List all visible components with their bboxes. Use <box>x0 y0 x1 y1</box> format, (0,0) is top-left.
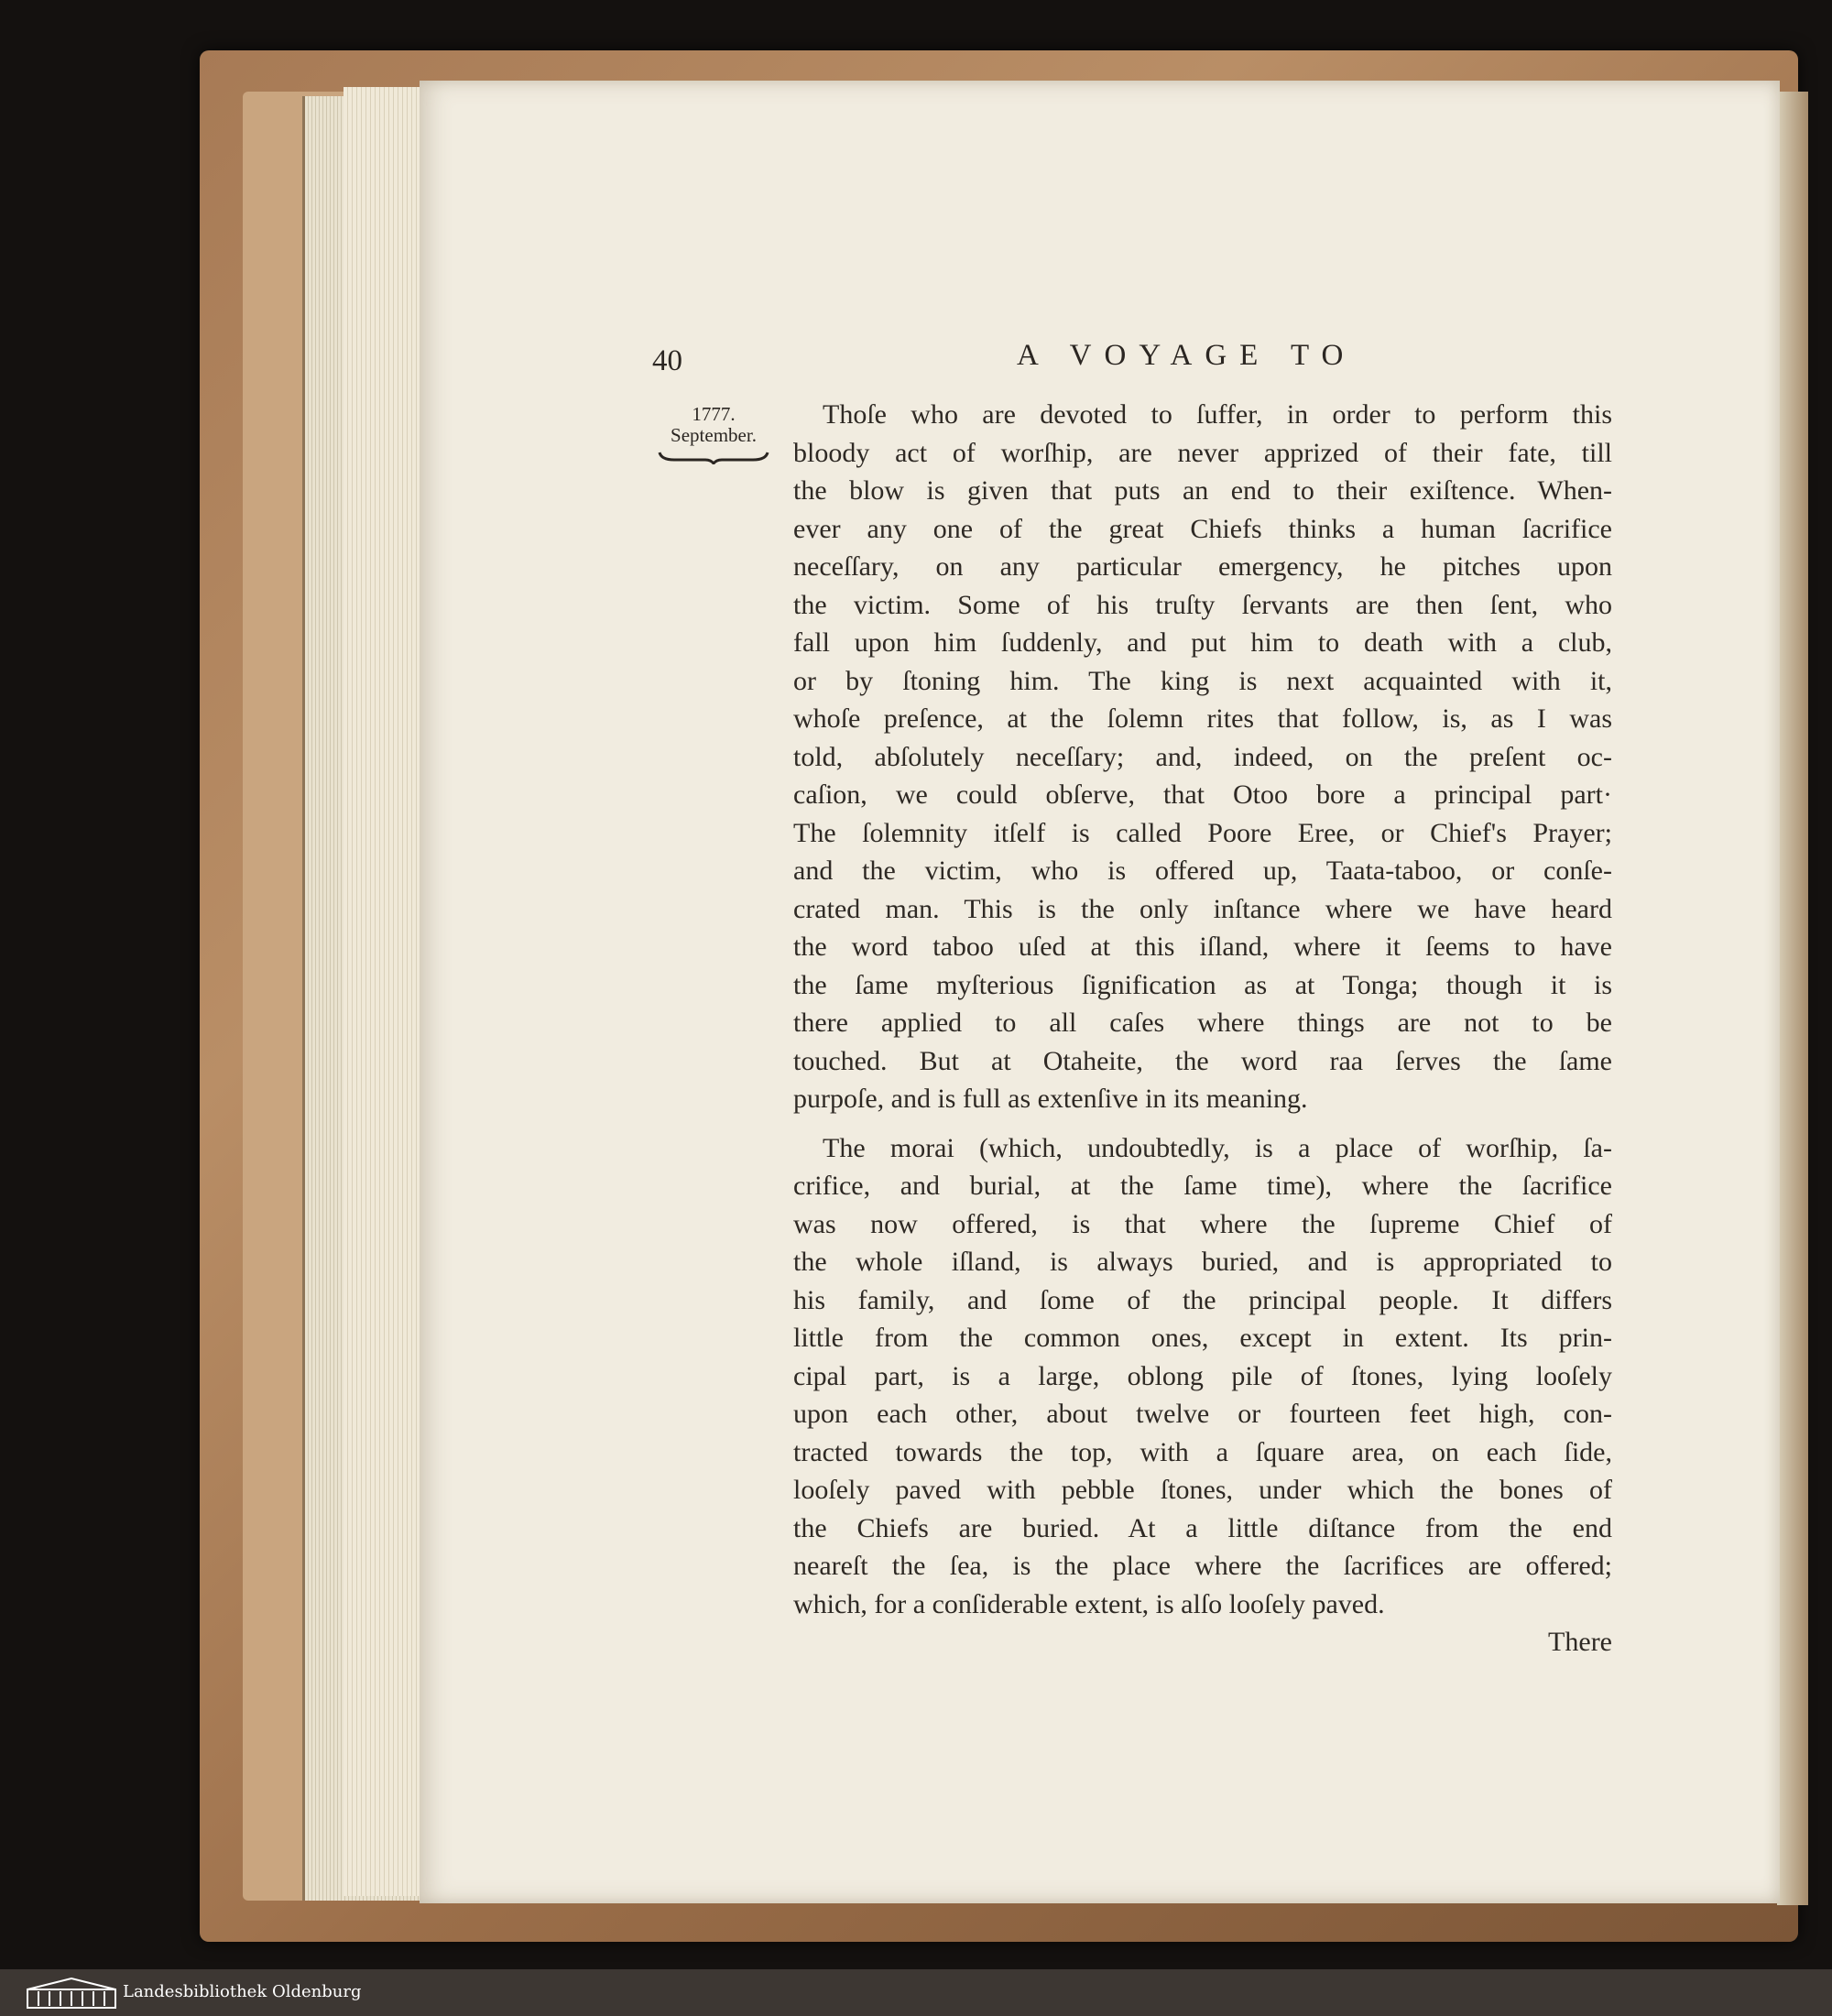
text-line: neareſt the ſea, is the place where the ſacrifices are offered; <box>793 1551 1612 1581</box>
text-line: fall upon him ſuddenly, and put him to death with a club, <box>793 627 1612 658</box>
body-text <box>793 396 1612 1662</box>
text-line: the victim. Some of his truſty ſervants are then ſent, who <box>793 589 1612 620</box>
text-line: The morai (which, undoubtedly, is a place of worſhip, ſa- <box>823 1132 1612 1163</box>
page-edges-inner <box>344 87 426 1896</box>
text-line: little from the common ones, except in extent. Its prin- <box>793 1323 1612 1353</box>
text-line: whoſe preſence, at the ſolemn rites that follow, is, as I was <box>793 703 1612 734</box>
text-line: the blow is given that puts an end to their exiſtence. When- <box>793 475 1612 506</box>
text-line: looſely paved with pebble ſtones, under which the bones of <box>793 1475 1612 1505</box>
text-line: or by ſtoning him. The king is next acquainted with it, <box>793 665 1612 696</box>
text-line: caſion, we could obſerve, that Otoo bore a principal part· <box>793 779 1612 810</box>
right-leaves <box>1777 92 1808 1905</box>
page-number: 40 <box>652 344 682 377</box>
text-line: touched. But at Otaheite, the word raa ſerves the ſame <box>793 1045 1612 1076</box>
text-line: ever any one of the great Chiefs thinks a human ſacrifice <box>793 513 1612 544</box>
paragraph-1 <box>793 396 1612 1118</box>
text-line: neceſſary, on any particular emergency, he pitches upon <box>793 551 1612 582</box>
library-building-icon <box>26 1977 117 2010</box>
text-line: crated man. This is the only inſtance where we have heard <box>793 893 1612 924</box>
running-title: A VOYAGE TO <box>1017 339 1357 372</box>
text-line: the Chiefs are buried. At a little diſtance from the end <box>793 1512 1612 1543</box>
text-line: upon each other, about twelve or fourteen feet high, con- <box>793 1399 1612 1429</box>
library-name: Landesbibliothek Oldenburg <box>123 1982 362 2001</box>
text-line: tracted towards the top, with a ſquare area, on each ſide, <box>793 1436 1612 1467</box>
text-line: the word taboo uſed at this iſland, where it ſeems to have <box>793 932 1612 962</box>
brace-icon <box>658 450 769 464</box>
text-line: his family, and ſome of the principal people. It differs <box>793 1284 1612 1315</box>
margin-note <box>658 403 769 464</box>
text-line: bloody act of worſhip, are never apprized of their fate, till <box>793 437 1612 468</box>
paragraph-2 <box>793 1129 1612 1624</box>
text-line: The ſolemnity itſelf is called Poore Eree, or Chief's Prayer; <box>793 817 1612 848</box>
text-line: told, abſolutely neceſſary; and, indeed, on the preſent oc- <box>793 741 1612 772</box>
text-line: the whole iſland, is always buried, and is appropriated to <box>793 1247 1612 1277</box>
text-line: cipal part, is a large, oblong pile of ſtones, lying looſely <box>793 1360 1612 1391</box>
text-line: there applied to all caſes where things are not to be <box>793 1008 1612 1038</box>
text-line: was now offered, is that where the ſupreme Chief of <box>793 1208 1612 1239</box>
text-line: which, for a conſiderable extent, is alſo looſely paved. <box>793 1588 1385 1619</box>
text-line: crifice, and burial, at the ſame time), where the ſacrifice <box>793 1171 1612 1201</box>
text-line: purpoſe, and is full as extenſive in its meaning. <box>793 1084 1308 1114</box>
text-line: the ſame myſterious ſignification as at Tonga; though it is <box>793 969 1612 1000</box>
text-line: and the victim, who is offered up, Taata-taboo, or conſe- <box>793 855 1612 886</box>
margin-note-month: September. <box>671 424 757 446</box>
margin-note-year: 1777. <box>692 403 736 425</box>
catchword: There <box>1548 1627 1612 1657</box>
text-line: Thoſe who are devoted to ſuffer, in order to perform this <box>823 399 1612 430</box>
